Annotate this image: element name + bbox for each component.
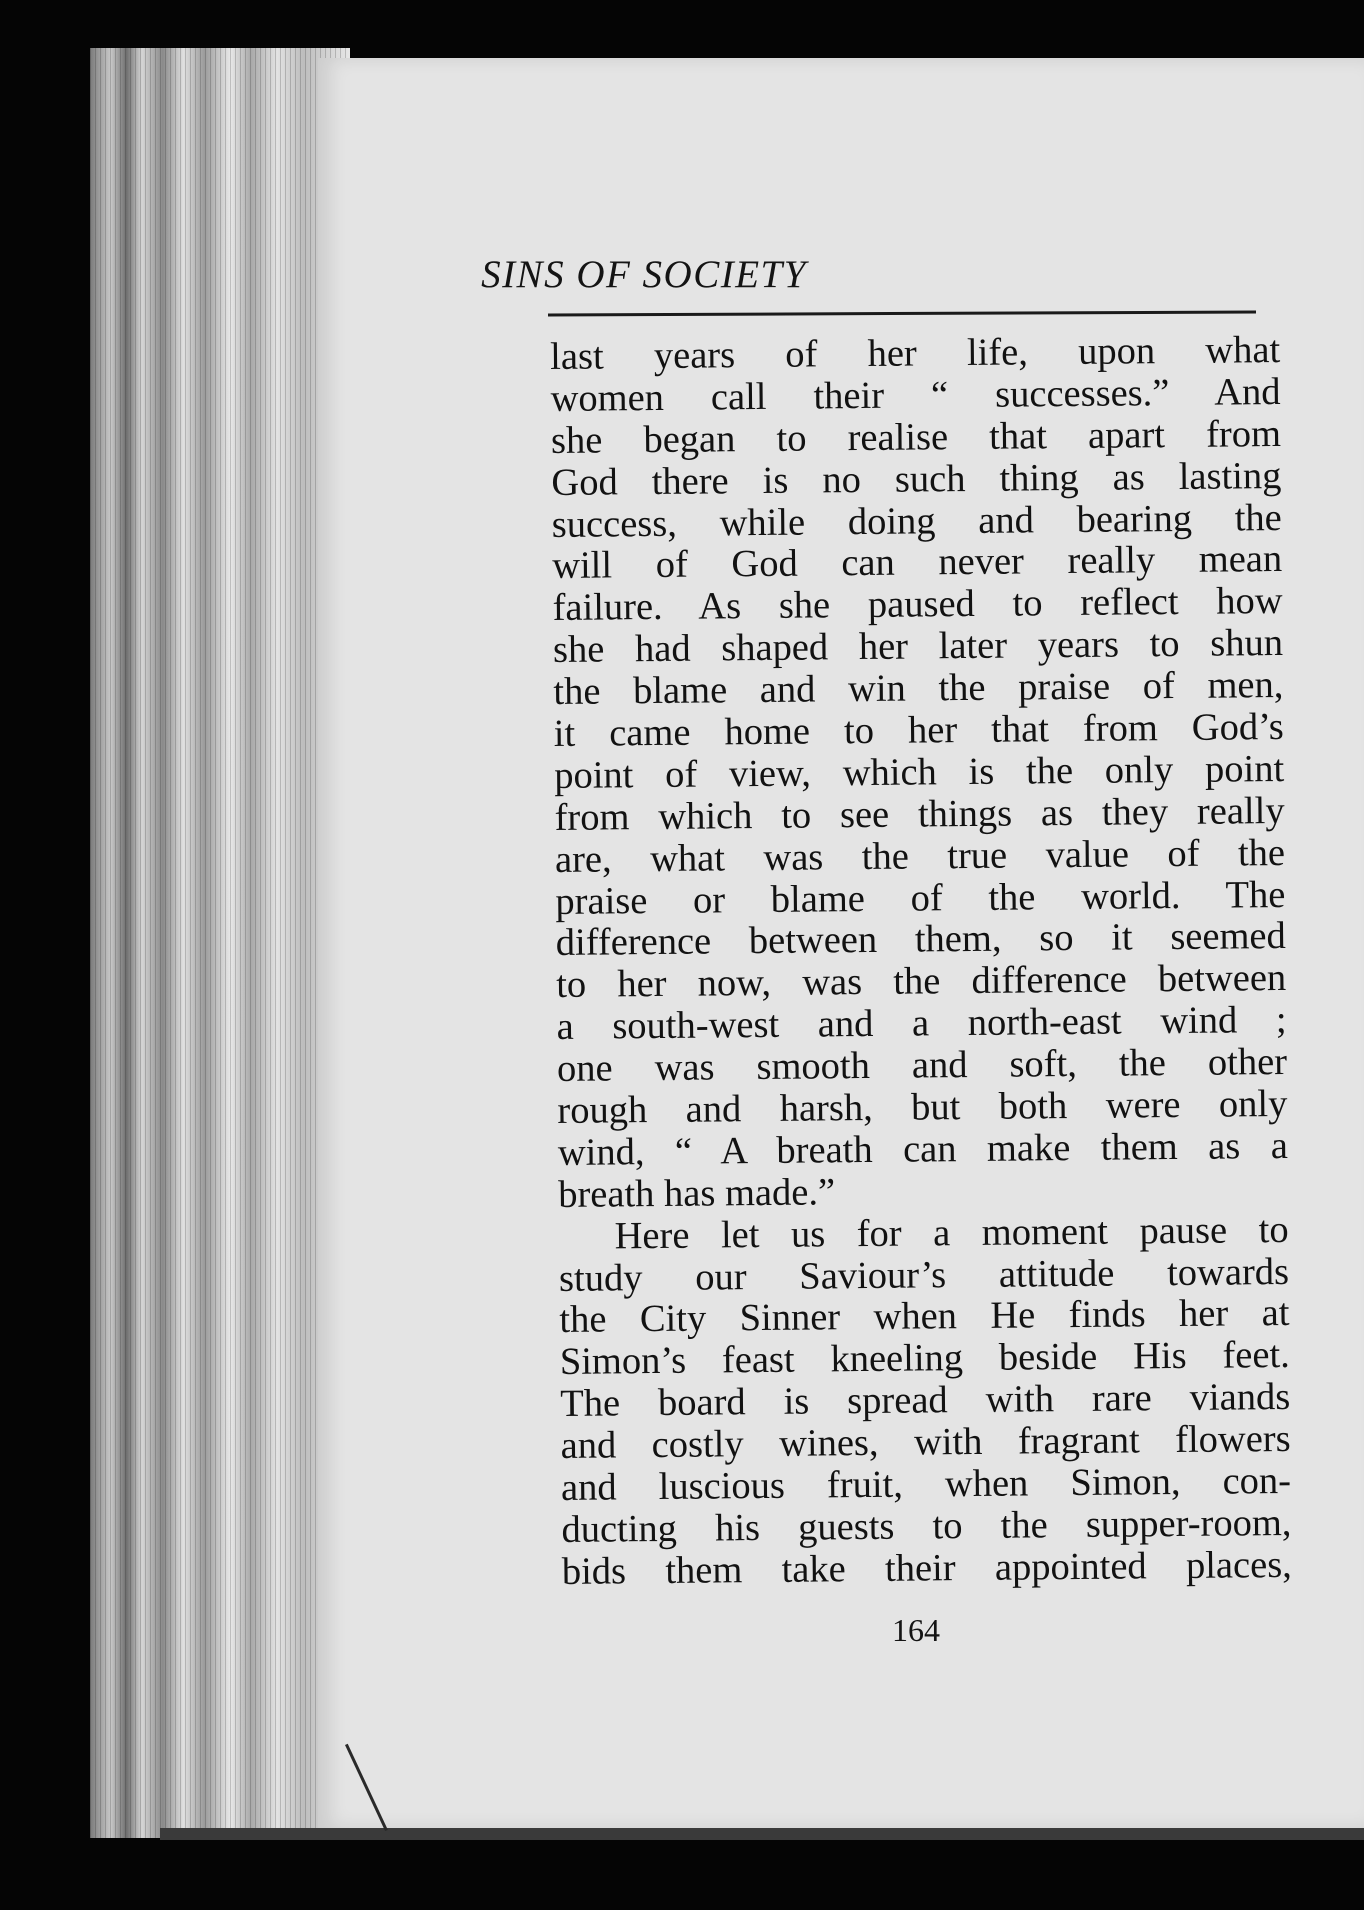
- text-line: women call their “ successes.” And: [550, 370, 1281, 420]
- text-line: last years of her life, upon what: [549, 328, 1281, 378]
- text-line: she had shaped her later years to shun: [552, 622, 1284, 672]
- text-line: study our Saviour’s attitude towards: [558, 1250, 1290, 1300]
- text-line: praise or blame of the world. The: [555, 873, 1286, 923]
- text-line: breath has made.”: [558, 1171, 836, 1216]
- text-line: difference between them, so it seemed: [555, 915, 1286, 965]
- text-line: success, while doing and bearing the: [551, 496, 1282, 546]
- text-line: will of God can never really mean: [552, 538, 1283, 588]
- text-line: rough and harsh, but both were only: [557, 1082, 1288, 1132]
- text-line: The board is spread with rare viands: [560, 1376, 1291, 1426]
- text-line: point of view, which is the only point: [554, 747, 1285, 797]
- running-head: SINS OF SOCIETY: [481, 253, 807, 296]
- text-line: ducting his guests to the supper-room,: [561, 1501, 1292, 1551]
- text-line: wind, “ A breath can make them as a: [557, 1124, 1289, 1174]
- page-bottom-edge: [160, 1828, 1364, 1840]
- text-line: from which to see things as they really: [554, 789, 1285, 839]
- body-text: [550, 330, 1292, 1594]
- text-line: God there is no such thing as lasting: [551, 454, 1282, 504]
- text-line: it came home to her that from God’s: [553, 705, 1284, 755]
- text-line: bids them take their appointed places,: [561, 1543, 1293, 1593]
- page-edges: [90, 48, 350, 1838]
- text-line: and costly wines, with fragrant flowers: [560, 1418, 1291, 1468]
- text-line: a south-west and a north-east wind ;: [556, 999, 1287, 1049]
- text-line: are, what was the true value of the: [554, 831, 1286, 881]
- text-line: to her now, was the difference between: [556, 957, 1287, 1007]
- text-line: the City Sinner when He finds her at: [559, 1292, 1290, 1342]
- text-line: and luscious fruit, when Simon, con-: [560, 1459, 1292, 1509]
- text-line: Simon’s feast kneeling beside His feet.: [559, 1334, 1291, 1384]
- paragraph-first-line: Here let us for a moment pause to: [614, 1208, 1289, 1258]
- page-number: 164: [892, 1612, 940, 1648]
- text-line: one was smooth and soft, the other: [556, 1041, 1288, 1091]
- text-line: the blame and win the praise of men,: [553, 664, 1284, 714]
- text-line: she began to realise that apart from: [550, 412, 1282, 462]
- text-line: failure. As she paused to reflect how: [552, 580, 1283, 630]
